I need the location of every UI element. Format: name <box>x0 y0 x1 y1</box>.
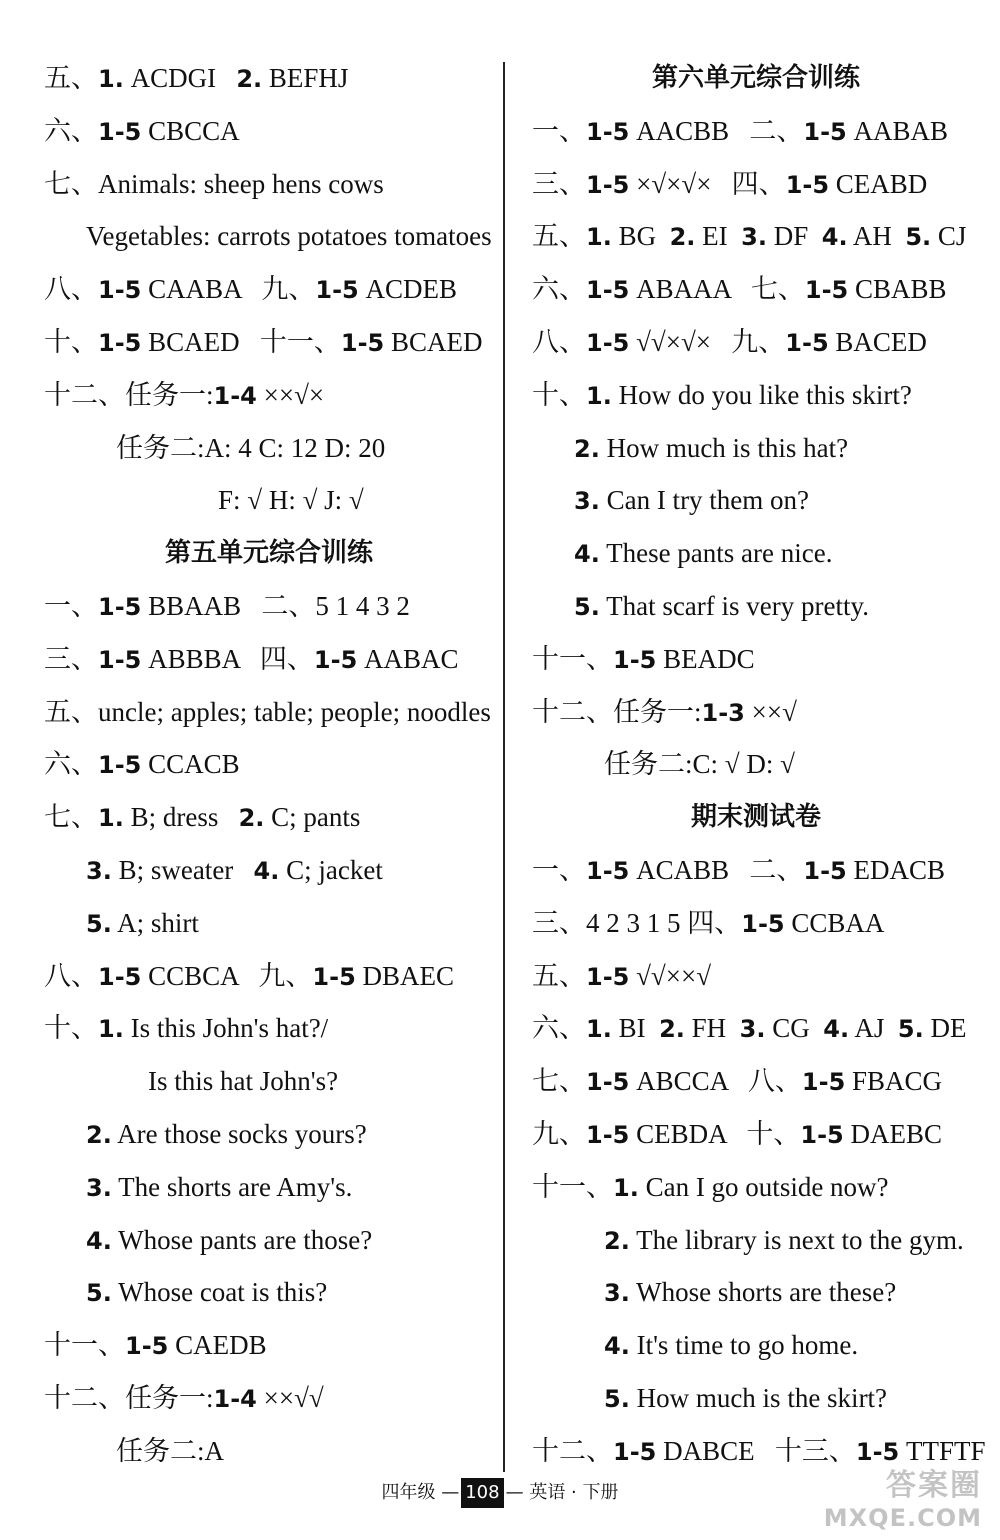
answer-line <box>532 686 980 739</box>
item-number: 2. <box>574 434 600 463</box>
question-label: 六、 <box>532 1013 586 1044</box>
item-number: 3. <box>86 856 112 885</box>
question-label: 一、 <box>44 590 98 621</box>
answer-line <box>532 422 980 475</box>
answer-text: DE <box>923 1013 967 1044</box>
answer-text: ×√×√× 四、 <box>629 168 786 199</box>
item-number: 3. <box>574 487 600 516</box>
answer-line <box>44 1002 494 1055</box>
question-label: 十二、 <box>532 1435 613 1466</box>
question-label: 十二、任务一: <box>44 1382 214 1413</box>
item-number: 1-5 <box>800 1120 844 1149</box>
answer-text: B; dress <box>123 802 239 833</box>
answer-text: A; shirt <box>111 907 199 938</box>
answer-text: BCAED 十一、 <box>141 326 341 357</box>
item-number: 1. <box>586 223 612 252</box>
answer-line <box>532 316 980 369</box>
answer-text: Can I go outside now? <box>638 1171 889 1202</box>
answer-text: ABBBA 四、 <box>141 643 314 674</box>
question-label: 五、 <box>532 960 586 991</box>
item-number: 1-5 <box>98 328 142 357</box>
item-number: 1-5 <box>98 751 142 780</box>
question-label: 三、4 2 3 1 5 四、 <box>532 907 742 938</box>
question-label: 十一、 <box>44 1330 125 1361</box>
answer-line <box>532 369 980 422</box>
question-label: 十二、任务一: <box>532 696 702 727</box>
answer-text: The library is next to the gym. <box>629 1224 964 1255</box>
answer-text: AH <box>847 221 906 252</box>
answer-text: TTFTF <box>899 1435 986 1466</box>
item-number: 1. <box>613 1173 639 1202</box>
item-number: 1-5 <box>586 276 630 305</box>
watermark-title: 答案圈 <box>886 1468 982 1503</box>
answer-text: It's time to go home. <box>629 1330 859 1361</box>
answer-line <box>532 1214 980 1267</box>
answer-text: Can I try them on? <box>599 485 810 516</box>
item-number: 1-5 <box>98 592 142 621</box>
item-number: 1. <box>98 1015 124 1044</box>
item-number: 5. <box>86 1279 112 1308</box>
question-label: 六、 <box>44 749 98 780</box>
answer-line: 任务二:C: √ D: √ <box>604 749 795 780</box>
answer-line <box>532 1266 980 1319</box>
item-number: 1-5 <box>315 276 359 305</box>
footer-grade: 四年级 <box>381 1482 436 1503</box>
item-number: 1-5 <box>586 1068 630 1097</box>
answer-line <box>44 1214 494 1267</box>
item-number: 5. <box>905 223 932 252</box>
answer-text: BACED <box>828 326 927 357</box>
item-number: 5. <box>86 909 112 938</box>
answer-line <box>44 263 494 316</box>
item-number: 1-5 <box>586 962 630 991</box>
answer-text: ××√× <box>256 379 325 410</box>
question-label: 五、 <box>532 221 586 252</box>
item-number: 1-5 <box>98 645 142 674</box>
item-number: 1-5 <box>98 117 142 146</box>
column-divider <box>503 62 505 1472</box>
question-label: 七、 <box>44 802 98 833</box>
answer-line <box>44 633 494 686</box>
item-number: 1-4 <box>213 381 257 410</box>
answer-line <box>44 1266 494 1319</box>
item-number: 1-5 <box>312 962 356 991</box>
section-heading: 期末测试卷 <box>690 802 821 833</box>
answer-text: CBABB <box>848 274 947 305</box>
item-number: 1-5 <box>785 170 830 199</box>
answer-line <box>44 950 494 1003</box>
answer-text: BBAAB 二、5 1 4 3 2 <box>141 590 410 621</box>
item-number: 1-5 <box>586 856 630 885</box>
answer-line: 七、Animals: sheep hens cows <box>44 168 384 199</box>
answer-text: ××√ <box>744 696 797 727</box>
left-column <box>44 52 494 1478</box>
question-label: 十一、 <box>532 643 613 674</box>
item-number: 1. <box>586 1015 612 1044</box>
item-number: 1. <box>586 381 612 410</box>
page-footer: 四年级 — 108 — 英语 · 下册 <box>0 1478 1000 1508</box>
question-label: 十二、任务一: <box>44 379 214 410</box>
answer-text: ACABB 二、 <box>629 854 804 885</box>
answer-line <box>44 105 494 158</box>
item-number: 1-4 <box>213 1384 257 1413</box>
answer-text: AABAB <box>846 115 949 146</box>
answer-text: ××√√ <box>256 1382 324 1413</box>
question-label: 七、 <box>532 1066 586 1097</box>
item-number: 1-5 <box>613 645 657 674</box>
answer-line <box>532 897 980 950</box>
answer-text: CCBCA 九、 <box>141 960 313 991</box>
answer-line: 任务二:A: 4 C: 12 D: 20 <box>116 432 386 463</box>
item-number: 2. <box>86 1120 112 1149</box>
answer-line: Is this hat John's? <box>148 1066 339 1097</box>
question-label: 五、 <box>44 63 98 93</box>
answer-text: √√×√× 九、 <box>629 326 786 357</box>
answer-line <box>532 474 980 527</box>
item-number: 2. <box>238 804 265 833</box>
answer-text: DBAEC <box>355 960 455 991</box>
item-number: 3. <box>739 1015 766 1044</box>
answer-text: BI <box>611 1013 660 1044</box>
answer-text: Whose coat is this? <box>111 1277 328 1308</box>
right-column <box>532 52 986 1478</box>
item-number: 1-5 <box>785 328 829 357</box>
watermark-logo <box>812 1460 982 1532</box>
footer-subject: 英语 · 下册 <box>529 1482 619 1503</box>
question-label: 三、 <box>44 643 98 674</box>
answer-line: 任务二:A <box>116 1435 224 1466</box>
answer-line <box>532 633 980 686</box>
answer-text: Whose pants are those? <box>111 1224 373 1255</box>
item-number: 4. <box>823 1015 850 1044</box>
answer-text: Whose shorts are these? <box>629 1277 897 1308</box>
answer-line: F: √ H: √ J: √ <box>218 485 364 516</box>
item-number: 1-5 <box>98 276 142 305</box>
answer-text: AACBB 二、 <box>629 115 804 146</box>
item-number: 1-5 <box>804 276 849 305</box>
item-number: 1-5 <box>313 645 358 674</box>
answer-text: BEFHJ <box>262 63 349 93</box>
answer-line <box>44 52 494 105</box>
answer-text: CEABD <box>829 168 928 199</box>
watermark-url: MXQE.COM <box>823 1504 982 1532</box>
item-number: 2. <box>669 223 696 252</box>
section-heading: 第五单元综合训练 <box>164 538 373 569</box>
question-label: 九、 <box>532 1118 586 1149</box>
item-number: 2. <box>659 1015 685 1044</box>
answer-line <box>532 950 980 1003</box>
question-label: 三、 <box>532 168 586 199</box>
answer-text: CAEDB <box>168 1330 267 1361</box>
item-number: 4. <box>821 223 848 252</box>
answer-line <box>532 580 980 633</box>
answer-line <box>532 263 980 316</box>
question-label: 十、 <box>44 1013 98 1044</box>
answer-text: AABAC <box>357 643 459 674</box>
item-number: 1-5 <box>803 117 847 146</box>
answer-text: The shorts are Amy's. <box>111 1171 353 1202</box>
item-number: 3. <box>741 223 767 252</box>
question-label: 一、 <box>532 115 586 146</box>
answer-text: CCBAA <box>784 907 885 938</box>
answer-line <box>44 1319 494 1372</box>
answer-line: 五、uncle; apples; table; people; noodles <box>44 696 491 727</box>
item-number: 1-5 <box>801 1068 846 1097</box>
answer-text: C; pants <box>264 802 361 833</box>
answer-text: DF <box>766 221 822 252</box>
question-label: 六、 <box>44 115 98 146</box>
answer-text: ABAAA 七、 <box>629 274 805 305</box>
answer-line <box>532 1108 980 1161</box>
answer-line <box>44 738 494 791</box>
item-number: 1-3 <box>701 698 745 727</box>
answer-text: ABCCA 八、 <box>629 1066 802 1097</box>
item-number: 1-5 <box>741 909 785 938</box>
answer-text: AJ <box>849 1013 898 1044</box>
question-label: 六、 <box>532 274 586 305</box>
answer-line <box>44 1108 494 1161</box>
answer-text: That scarf is very pretty. <box>599 590 869 621</box>
answer-line <box>44 791 494 844</box>
answer-text: FBACG <box>845 1066 943 1097</box>
answer-text: BCAED <box>384 326 483 357</box>
answer-text: CEBDA 十、 <box>629 1118 801 1149</box>
answer-text: DAEBC <box>843 1118 943 1149</box>
answer-line <box>532 527 980 580</box>
answer-text: B; sweater <box>111 854 254 885</box>
question-label: 八、 <box>44 960 98 991</box>
question-label: 十一、 <box>532 1171 613 1202</box>
answer-text: How do you like this skirt? <box>611 379 912 410</box>
answer-text: EI <box>695 221 742 252</box>
answer-text: ACDGI <box>123 63 237 93</box>
item-number: 2. <box>236 65 263 93</box>
question-label: 十、 <box>532 379 586 410</box>
item-number: 1-5 <box>613 1437 657 1466</box>
answer-text: CCACB <box>141 749 240 780</box>
answer-line <box>532 1161 980 1214</box>
answer-text: C; jacket <box>279 854 383 885</box>
answer-line: Vegetables: carrots potatoes tomatoes <box>86 221 492 252</box>
section-heading: 第六单元综合训练 <box>651 63 860 93</box>
question-label: 八、 <box>44 274 98 305</box>
answer-text: BEADC <box>656 643 755 674</box>
item-number: 1-5 <box>586 1120 630 1149</box>
answer-line <box>532 1372 980 1425</box>
item-number: 4. <box>86 1226 112 1255</box>
answer-text: EDACB <box>846 854 946 885</box>
item-number: 3. <box>604 1279 630 1308</box>
answer-line <box>44 897 494 950</box>
answer-line <box>532 1055 980 1108</box>
answer-text: BG <box>611 221 670 252</box>
answer-text: CJ <box>931 221 967 252</box>
answer-line <box>532 844 980 897</box>
item-number: 1-5 <box>586 328 630 357</box>
item-number: 1-5 <box>586 117 630 146</box>
answer-text: √√××√ <box>629 960 712 991</box>
answer-line <box>44 1372 494 1425</box>
answer-text: DABCE 十三、 <box>656 1435 856 1466</box>
item-number: 1. <box>98 65 124 93</box>
item-number: 5. <box>897 1015 924 1044</box>
item-number: 4. <box>574 540 600 569</box>
item-number: 1. <box>98 804 124 833</box>
item-number: 5. <box>574 592 600 621</box>
item-number: 1-5 <box>855 1437 900 1466</box>
answer-text: ACDEB <box>358 274 458 305</box>
answer-line <box>44 1161 494 1214</box>
item-number: 1-5 <box>586 170 630 199</box>
item-number: 1-5 <box>340 328 385 357</box>
item-number: 5. <box>604 1384 630 1413</box>
answer-line <box>44 580 494 633</box>
answer-line <box>532 1002 980 1055</box>
answer-text: How much is the skirt? <box>629 1382 888 1413</box>
answer-text: CG <box>765 1013 824 1044</box>
item-number: 2. <box>604 1226 630 1255</box>
answer-line <box>532 1319 980 1372</box>
item-number: 1-5 <box>803 856 847 885</box>
page-number: 108 <box>461 1478 503 1508</box>
answer-text: CBCCA <box>141 115 240 146</box>
item-number: 3. <box>86 1173 112 1202</box>
answer-line <box>44 369 494 422</box>
question-label: 一、 <box>532 854 586 885</box>
answer-text: How much is this hat? <box>599 432 849 463</box>
item-number: 1-5 <box>125 1332 169 1361</box>
answer-text: Are those socks yours? <box>111 1118 367 1149</box>
answer-line <box>532 158 980 211</box>
item-number: 4. <box>604 1332 630 1361</box>
item-number: 1-5 <box>98 962 142 991</box>
answer-text: CAABA 九、 <box>141 274 316 305</box>
answer-text: Is this John's hat?/ <box>123 1013 329 1044</box>
question-label: 十、 <box>44 326 98 357</box>
answer-line <box>532 105 980 158</box>
answer-text: FH <box>684 1013 740 1044</box>
answer-line <box>44 844 494 897</box>
answer-text: These pants are nice. <box>599 538 833 569</box>
question-label: 八、 <box>532 326 586 357</box>
answer-line <box>532 210 980 263</box>
item-number: 4. <box>253 856 280 885</box>
answer-line <box>44 316 494 369</box>
